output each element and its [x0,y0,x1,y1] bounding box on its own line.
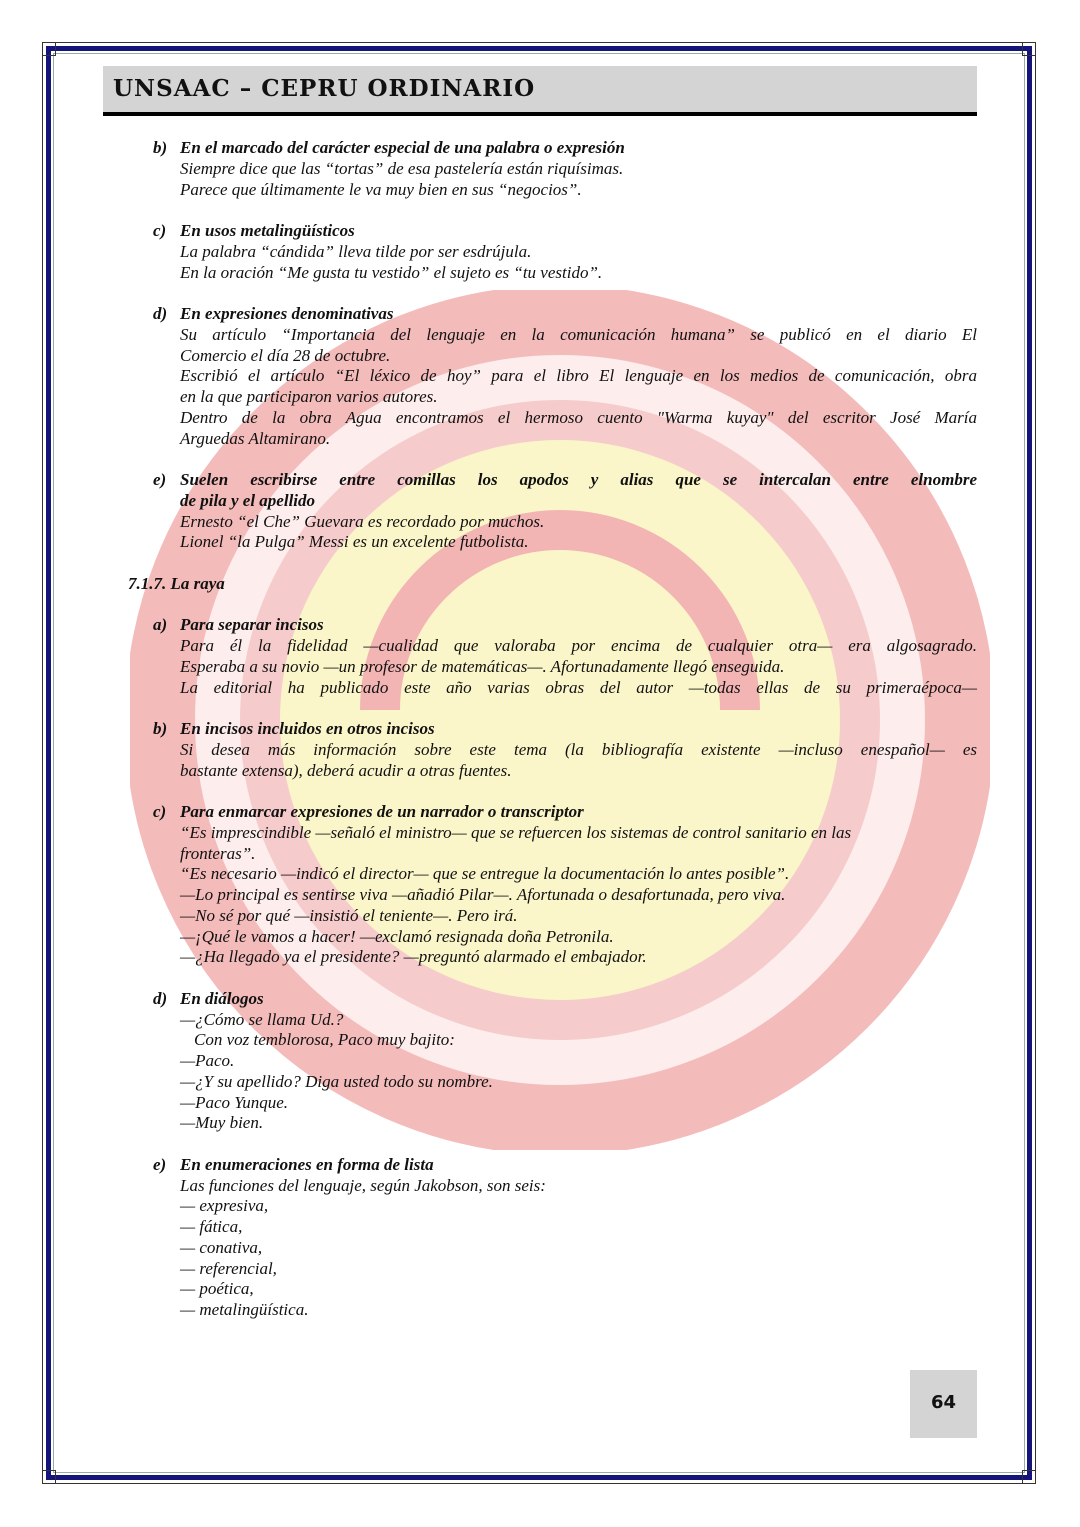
example-line [0,387,1080,408]
item-label: c) [153,802,167,821]
example-text: Arguedas Altamirano. [180,428,331,448]
item-title: En enumeraciones en forma de lista [180,1154,434,1174]
example-line [0,263,1080,284]
example-line [0,636,1080,657]
item-heading [0,138,1080,159]
example-text: —Paco Yunque. [180,1092,288,1112]
item-heading [0,1155,1080,1176]
example-text: Ernesto “el Che” Guevara es recordado por muchos. [180,511,545,531]
example-line [0,1217,1080,1238]
item-title: En diálogos [180,988,264,1008]
example-line [0,906,1080,927]
example-line [0,1010,1080,1031]
example-line [0,844,1080,865]
blank-line [0,1134,1080,1155]
item-title: En el marcado del carácter especial de una palabra o expresión [180,138,625,157]
item-title-cont: de pila y el apellido [180,490,316,510]
example-text: “Es imprescindible —señaló el ministro— que se refuercen los sistemas de control sanitario en las [180,822,852,842]
example-line [0,1113,1080,1134]
example-text: Si desea más información sobre este tema (la bibliografía existente —incluso enespañol— es [180,739,977,759]
example-line [0,159,1080,180]
item-heading [0,470,1080,491]
example-text: fronteras”. [180,843,256,863]
example-line [0,366,1080,387]
example-text: Esperaba a su novio —un profesor de matemáticas—. Afortunadamente llegó enseguida. [180,656,785,676]
item-heading [0,615,1080,636]
item-title: En incisos incluidos en otros incisos [180,719,435,738]
item-label: e) [153,470,167,489]
example-text: Comercio el día 28 de octubre. [180,345,391,365]
blank-line [0,283,1080,304]
example-text: —¿Y su apellido? Diga usted todo su nombre. [180,1071,493,1091]
border-corner [1022,1470,1036,1484]
example-text: Escribió el artículo “El léxico de hoy” para el libro El lenguaje en los medios de comunicación, obra [180,366,977,386]
example-line [0,180,1080,201]
example-line [0,1259,1080,1280]
blank-line [0,698,1080,719]
example-line [0,408,1080,429]
example-line [0,242,1080,263]
section-title: 7.1.7. La raya [128,573,225,593]
example-text: — metalingüística. [180,1300,309,1319]
example-text: —Lo principal es sentirse viva —añadió Pilar—. Afortunada o desafortunada, pero viva. [180,885,786,904]
example-text: bastante extensa), deberá acudir a otras fuentes. [180,760,512,780]
example-line [0,678,1080,699]
item-title: Para enmarcar expresiones de un narrador o transcriptor [180,802,584,821]
example-line [0,823,1080,844]
blank-line [0,781,1080,802]
example-line [0,532,1080,553]
example-text: Parece que últimamente le va muy bien en sus “negocios”. [180,179,582,199]
example-text: La palabra “cándida” lleva tilde por ser esdrújula. [180,241,532,261]
example-text: Dentro de la obra Agua encontramos el hermoso cuento "Warma kuyay" del escritor José María [180,407,977,427]
example-text: Su artículo “Importancia del lenguaje en la comunicación humana” se publicó en el diario El [180,324,977,344]
example-line [0,346,1080,367]
example-line [0,512,1080,533]
item-heading [0,221,1080,242]
example-line [0,1176,1080,1197]
example-text: — referencial, [180,1258,277,1278]
item-heading [0,304,1080,325]
example-line [0,1072,1080,1093]
example-text: La editorial ha publicado este año varias obras del autor —todas ellas de su primeraépoca— [180,677,977,697]
example-text: —Muy bien. [180,1113,264,1133]
item-label: a) [153,615,168,635]
item-title: Para separar incisos [180,615,324,635]
example-text: —¿Cómo se llama Ud.? [180,1009,344,1029]
example-line [0,1238,1080,1259]
example-text: —No sé por qué —insistió el teniente—. Pero irá. [180,905,518,925]
example-line [0,325,1080,346]
page-header [103,66,977,116]
example-line [0,1030,1080,1051]
example-line [0,885,1080,906]
example-text: —¿Ha llegado ya el presidente? —preguntó alarmado el embajador. [180,947,647,967]
example-line [0,740,1080,761]
example-text: Las funciones del lenguaje, según Jakobson, son seis: [180,1175,546,1195]
example-line [0,947,1080,968]
blank-line [0,968,1080,989]
item-title: En usos metalingüísticos [180,221,355,240]
header-title: UNSAAC – CEPRU ORDINARIO [113,75,536,102]
example-text: Siempre dice que las “tortas” de esa pastelería están riquísimas. [180,158,624,178]
item-title: Suelen escribirse entre comillas los apodos y alias que se intercalan entre elnombre [180,470,977,489]
item-heading [0,719,1080,740]
example-text: en la que participaron varios autores. [180,387,438,406]
example-line [0,429,1080,450]
item-heading-cont [0,491,1080,512]
item-label: c) [153,221,167,240]
example-line [0,761,1080,782]
example-text: “Es necesario —indicó el director— que se entregue la documentación lo antes posible”. [180,864,790,884]
blank-line [0,449,1080,470]
example-line [0,1051,1080,1072]
example-text: Lionel “la Pulga” Messi es un excelente futbolista. [180,532,529,552]
example-line [0,927,1080,948]
item-label: d) [153,988,168,1008]
item-label: b) [153,719,168,738]
example-line [0,1279,1080,1300]
example-text: — conativa, [180,1237,263,1257]
section-heading [0,574,1080,595]
page-number-box [910,1370,977,1438]
example-line [0,1300,1080,1321]
example-text: — poética, [180,1279,254,1299]
example-line [0,1093,1080,1114]
border-corner [42,42,56,56]
item-heading [0,802,1080,823]
example-text: — expresiva, [180,1196,269,1216]
example-text: Para él la fidelidad —cualidad que valoraba por encima de cualquier otra— era algosagrado. [180,636,977,655]
example-text: — fática, [180,1217,243,1236]
blank-line [0,595,1080,616]
document-body [0,138,1080,1321]
blank-line [0,553,1080,574]
example-text: En la oración “Me gusta tu vestido” el sujeto es “tu vestido”. [180,262,603,282]
example-text: Con voz temblorosa, Paco muy bajito: [194,1030,455,1050]
page-number: 64 [930,1392,957,1413]
blank-line [0,200,1080,221]
item-title: En expresiones denominativas [180,304,394,323]
example-line [0,1196,1080,1217]
example-text: —Paco. [180,1051,235,1070]
item-label: b) [153,138,168,157]
item-label: e) [153,1154,167,1174]
border-corner [1022,42,1036,56]
item-heading [0,989,1080,1010]
example-text: —¡Qué le vamos a hacer! —exclamó resignada doña Petronila. [180,926,614,946]
example-line [0,657,1080,678]
item-label: d) [153,304,168,323]
example-line [0,864,1080,885]
border-corner [42,1470,56,1484]
